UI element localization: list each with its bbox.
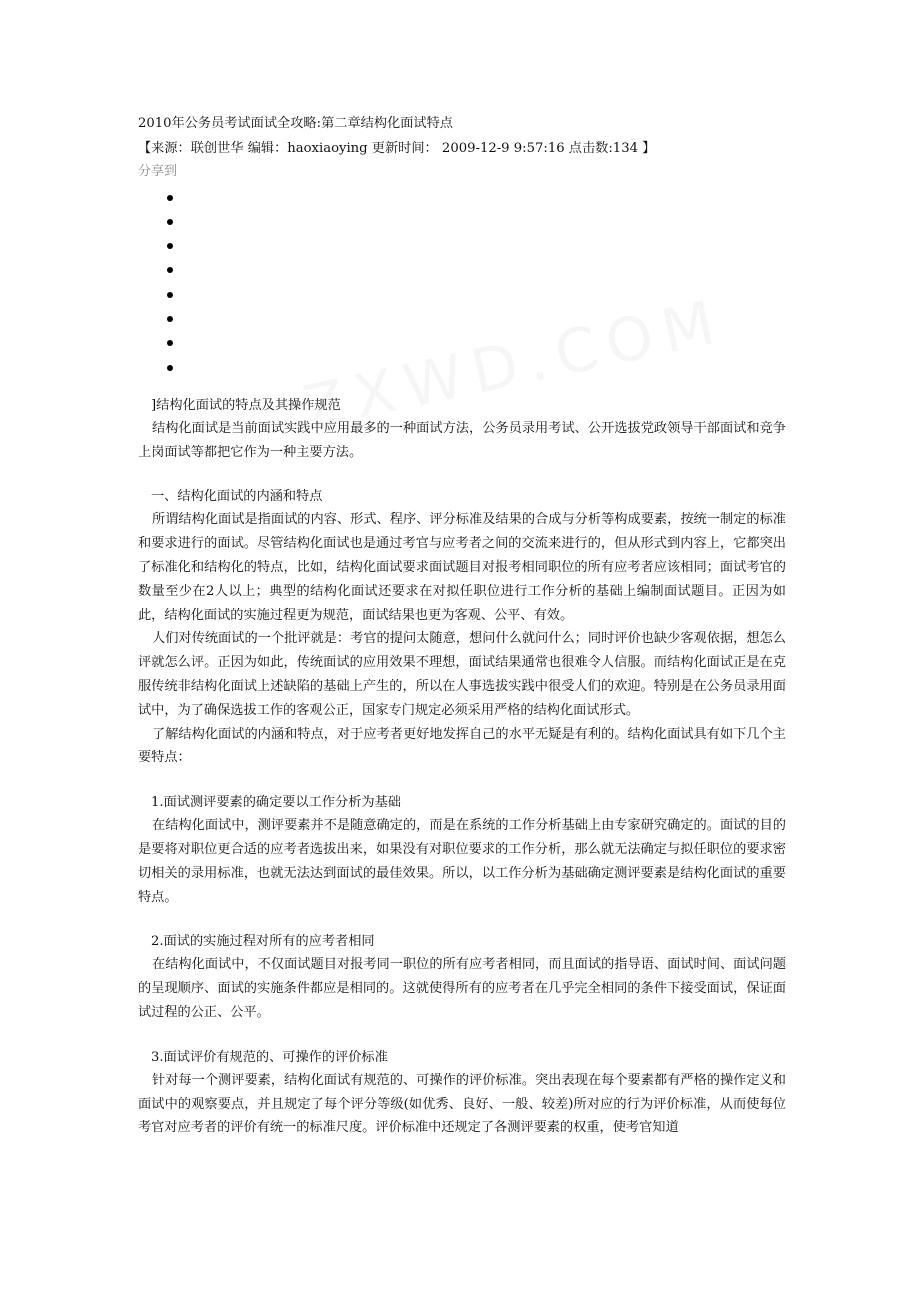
bullet-icon xyxy=(167,243,173,249)
share-item[interactable] xyxy=(167,356,786,380)
share-label[interactable]: 分享到 xyxy=(138,164,178,179)
share-item[interactable] xyxy=(167,210,786,234)
section-heading: ]结构化面试的特点及其操作规范 xyxy=(151,397,341,413)
paragraph: 人们对传统面试的一个批评就是：考官的提问太随意，想问什么就问什么；同时评价也缺少客观依据，想怎么评就怎么评。正因为如此，传统面试的应用效果不理想，面试结果通常也很难令人信服。而结构化面试正是在克服传统非结构化面试上述缺陷的基础上产生的，所以在人事选拔实践中很受人们的欢迎。特别是在公务员录用面试中，为了确保选拔工作的客观公正，国家专门规定必须采用严格的结构化面试形式。 xyxy=(138,631,786,718)
section-heading: 一、结构化面试的内涵和特点 xyxy=(151,489,323,505)
section-heading: 3.面试评价有规范的、可操作的评价标准 xyxy=(151,1049,388,1065)
paragraph: 在结构化面试中，测评要素并不是随意确定的，而是在系统的工作分析基础上由专家研究确定的。面试的目的是要将对职位更合适的应考者选拔出来，如果没有对职位要求的工作分析，那么就无法确定与拟任职位的要求密切相关的录用标准，也就无法达到面试的最佳效果。所以，以工作分析为基础确定测评要素是结构化面试的重要特点。 xyxy=(138,818,786,905)
paragraph: 结构化面试是当前面试实践中应用最多的一种面试方法，公务员录用考试、公开选拔党政领导干部面试和竞争上岗面试等都把它作为一种主要方法。 xyxy=(138,420,786,460)
paragraph: 了解结构化面试的内涵和特点，对于应考者更好地发挥自己的水平无疑是有利的。结构化面试具有如下几个主要特点： xyxy=(138,726,786,766)
bullet-icon xyxy=(167,267,173,273)
share-item[interactable] xyxy=(167,307,786,331)
bullet-icon xyxy=(167,340,173,346)
paragraph: 在结构化面试中，不仅面试题目对报考同一职位的所有应考者相同，而且面试的指导语、面试时间、面试问题的呈现顺序、面试的实施条件都应是相同的。这就使得所有的应考者在几乎完全相同的条件下接受面试，保证面试过程的公正、公平。 xyxy=(138,957,786,1021)
share-item[interactable] xyxy=(167,234,786,258)
share-item[interactable] xyxy=(167,283,786,307)
bullet-icon xyxy=(167,219,173,225)
share-item[interactable] xyxy=(167,258,786,282)
bullet-icon xyxy=(167,195,173,201)
section-heading: 1.面试测评要素的确定要以工作分析为基础 xyxy=(151,795,401,811)
paragraph: 针对每一个测评要素，结构化面试有规范的、可操作的评价标准。突出表现在每个要素都有严格的操作定义和面试中的观察要点，并且规定了每个评分等级(如优秀、良好、一般、较差)所对应的行为评价标准，从而使每位考官对应考者的评价有统一的标准尺度。评价标准中还规定了各测评要素的权重，使考官知道 xyxy=(138,1072,786,1136)
document-page xyxy=(138,112,786,1140)
article-title: 2010年公务员考试面试全攻略:第二章结构化面试特点 xyxy=(138,116,453,131)
bullet-icon xyxy=(167,365,173,371)
share-list xyxy=(138,186,786,380)
section-heading: 2.面试的实施过程对所有的应考者相同 xyxy=(151,934,375,950)
bullet-icon xyxy=(167,316,173,322)
article-body xyxy=(138,394,786,1140)
article-meta: 【来源：联创世华 编辑：haoxiaoying 更新时间： 2009-12-9 9:57:16 点击数:134 】 xyxy=(138,140,656,156)
bullet-icon xyxy=(167,292,173,298)
share-item[interactable] xyxy=(167,331,786,355)
paragraph: 所谓结构化面试是指面试的内容、形式、程序、评分标准及结果的合成与分析等构成要素，按统一制定的标准和要求进行的面试。尽管结构化面试也是通过考官与应考者之间的交流来进行的，但从形式到内容上，它都突出了标准化和结构化的特点，比如，结构化面试要求面试题目对报考相同职位的所有应考者应该相同；面试考官的数量至少在2人以上；典型的结构化面试还要求在对拟任职位进行工作分析的基础上编制面试题目。正因为如此，结构化面试的实施过程更为规范，面试结果也更为客观、公平、有效。 xyxy=(138,512,786,623)
share-item[interactable] xyxy=(167,186,786,210)
